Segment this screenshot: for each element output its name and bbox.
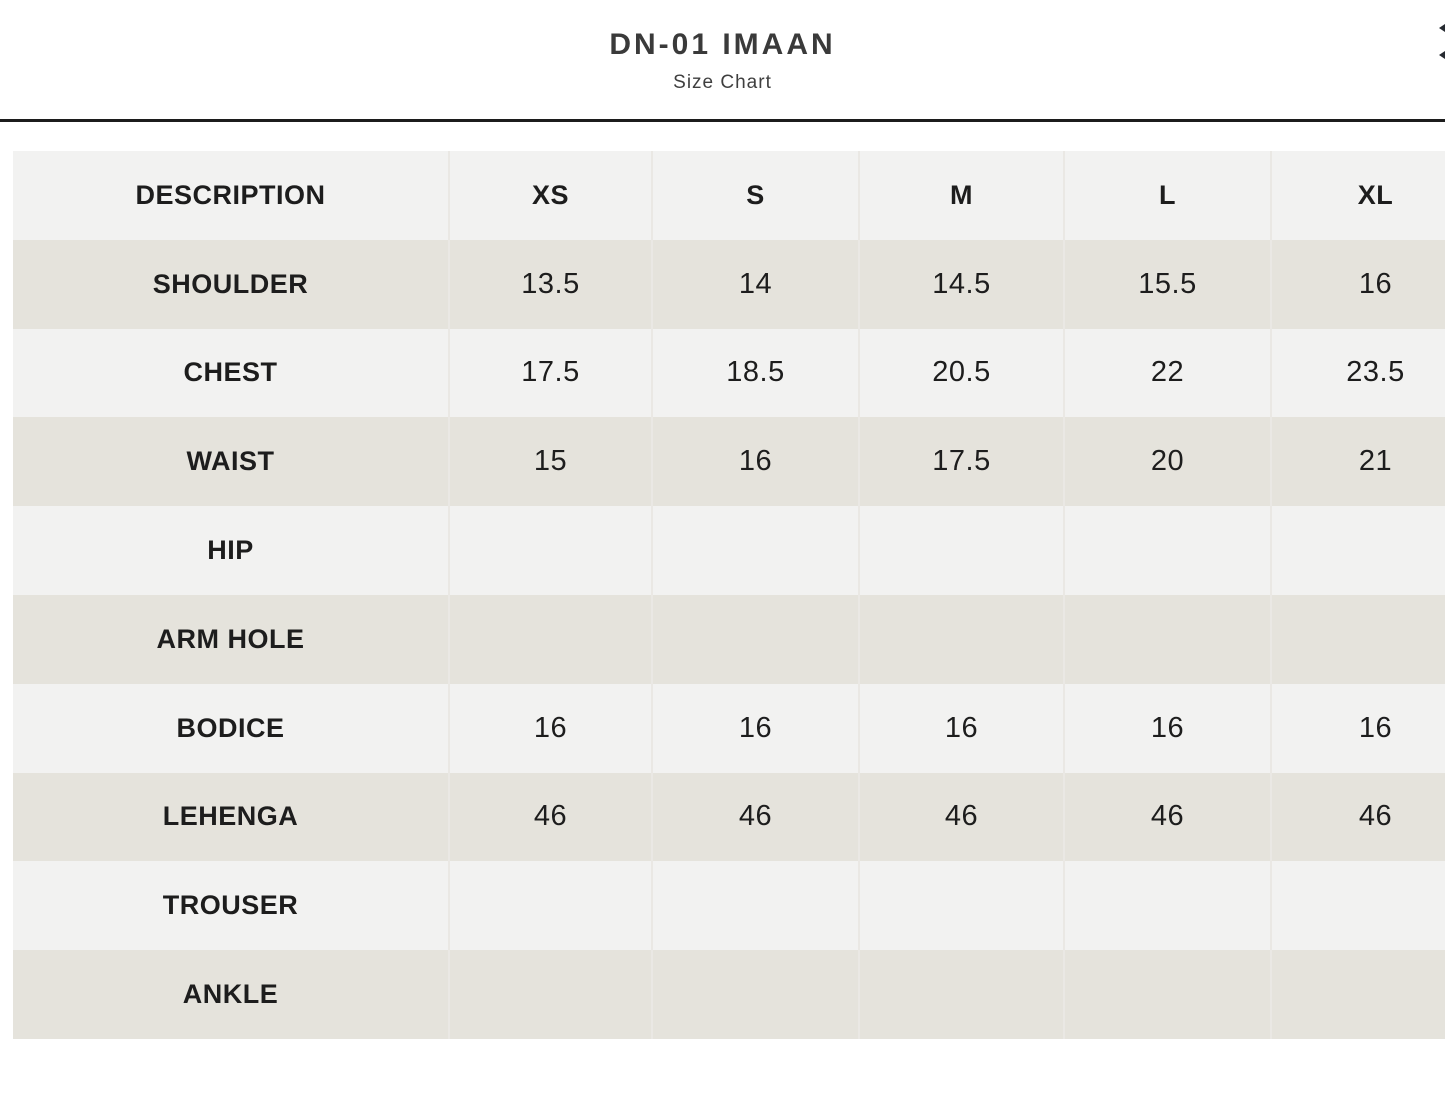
- clipped-glyph-fragment-top: [1439, 24, 1445, 32]
- table-row: [13, 240, 1445, 329]
- value-cell: [1272, 595, 1445, 684]
- value-cell: [860, 861, 1065, 950]
- header: [0, 0, 1445, 119]
- value-cell: 16: [1358, 267, 1393, 300]
- value-cell: 46: [450, 773, 653, 862]
- row-label-cell: BODICE: [13, 684, 450, 773]
- value-cell: 16: [450, 684, 653, 773]
- table-row: [13, 684, 1445, 773]
- page-title: DN-01 IMAAN: [609, 28, 836, 61]
- table-header-cell: M: [860, 151, 1065, 240]
- value-cell: 14.5: [860, 240, 1065, 329]
- row-label-cell: HIP: [13, 506, 450, 595]
- value-cell: 16: [860, 684, 1065, 773]
- table-row: [13, 595, 1445, 684]
- value-cell: [1065, 595, 1272, 684]
- value-cell: 21: [1358, 445, 1393, 478]
- size-chart-table: [13, 151, 1445, 1039]
- table-row: [13, 417, 1445, 506]
- value-cell: [450, 950, 653, 1039]
- value-cell: [450, 595, 653, 684]
- value-cell: 14: [653, 240, 860, 329]
- table-row: [13, 773, 1445, 862]
- value-cell: [450, 861, 653, 950]
- table-header-cell: S: [653, 151, 860, 240]
- value-cell: [1065, 950, 1272, 1039]
- value-cell: [860, 595, 1065, 684]
- value-cell: 18.5: [653, 329, 860, 418]
- value-cell: [1272, 506, 1445, 595]
- table-header-cell: XL: [1357, 179, 1394, 210]
- value-cell: 46: [653, 773, 860, 862]
- table-header-row: [13, 151, 1445, 240]
- row-label-cell: TROUSER: [13, 861, 450, 950]
- value-cell: 20: [1065, 417, 1272, 506]
- row-label-cell: ANKLE: [13, 950, 450, 1039]
- table-header-cell: DESCRIPTION: [13, 151, 450, 240]
- table-row: [13, 861, 1445, 950]
- value-cell: 15: [450, 417, 653, 506]
- value-cell: [1065, 861, 1272, 950]
- value-cell: 46: [860, 773, 1065, 862]
- value-cell: 17.5: [860, 417, 1065, 506]
- value-cell: 16: [1358, 711, 1393, 744]
- row-label-cell: SHOULDER: [13, 240, 450, 329]
- value-cell: [860, 950, 1065, 1039]
- table-header-cell: XS: [450, 151, 653, 240]
- row-label-cell: ARM HOLE: [13, 595, 450, 684]
- value-cell: 46: [1065, 773, 1272, 862]
- page-subtitle: Size Chart: [673, 72, 772, 93]
- value-cell: [653, 506, 860, 595]
- row-label-cell: WAIST: [13, 417, 450, 506]
- table-row: [13, 950, 1445, 1039]
- value-cell: 23.5: [1346, 356, 1405, 389]
- value-cell: [1272, 950, 1445, 1039]
- header-divider: [0, 119, 1445, 122]
- table-row: [13, 329, 1445, 418]
- value-cell: [653, 595, 860, 684]
- value-cell: 46: [1358, 800, 1393, 833]
- clipped-glyph-fragment-bottom: [1439, 51, 1445, 59]
- value-cell: 17.5: [450, 329, 653, 418]
- table-header-cell: L: [1065, 151, 1272, 240]
- value-cell: [1272, 861, 1445, 950]
- value-cell: 13.5: [450, 240, 653, 329]
- value-cell: 15.5: [1065, 240, 1272, 329]
- value-cell: 16: [1065, 684, 1272, 773]
- row-label-cell: LEHENGA: [13, 773, 450, 862]
- row-label-cell: CHEST: [13, 329, 450, 418]
- value-cell: [1065, 506, 1272, 595]
- value-cell: 22: [1065, 329, 1272, 418]
- value-cell: [450, 506, 653, 595]
- value-cell: 16: [653, 417, 860, 506]
- value-cell: [653, 950, 860, 1039]
- value-cell: [860, 506, 1065, 595]
- value-cell: [653, 861, 860, 950]
- table-row: [13, 506, 1445, 595]
- value-cell: 20.5: [860, 329, 1065, 418]
- clipped-close-icon[interactable]: [1439, 24, 1445, 62]
- value-cell: 16: [653, 684, 860, 773]
